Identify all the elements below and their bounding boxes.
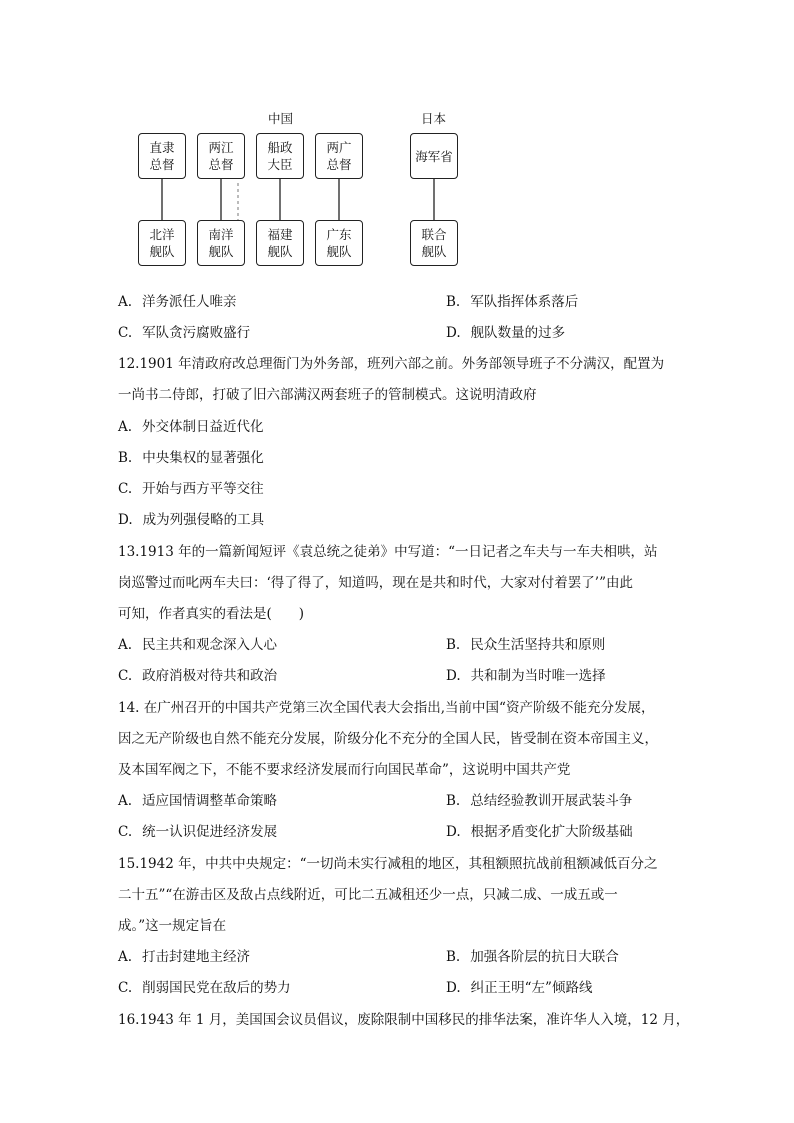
option-a: A. 外交体制日益近代化 xyxy=(118,419,264,435)
navy-command-diagram xyxy=(0,0,794,280)
china-bottom-box: 福建舰队 xyxy=(256,220,304,266)
question-14-text: 因之无产阶级也自然不能充分发展，阶级分化不充分的全国人民，皆受制在资本帝国主义， xyxy=(118,731,658,747)
china-bottom-box: 广东舰队 xyxy=(315,220,363,266)
option-c: C. 统一认识促进经济发展 xyxy=(118,824,278,840)
question-13-text: 13.1913 年的一篇新闻短评《袁总统之徒弟》中写道：“一日记者之车夫与一车夫相哄，站 xyxy=(118,544,658,560)
question-13-text: 可知，作者真实的看法是( ) xyxy=(118,606,305,622)
japan-top-box: 海军省 xyxy=(410,133,458,179)
option-a: A. 打击封建地主经济 xyxy=(118,949,251,965)
question-15-text: 15.1942 年，中共中央规定：“一切尚未实行减租的地区，其租额照抗战前租额减低百分之 xyxy=(118,856,658,872)
question-14-text: 14. 在广州召开的中国共产党第三次全国代表大会指出,当前中国“资产阶级不能充分发展， xyxy=(118,700,655,716)
question-15-text: 二十五”“在游击区及敌占点线附近，可比二五减租还少一点，只减二成、一成五或一 xyxy=(118,887,618,903)
option-a: A. 民主共和观念深入人心 xyxy=(118,637,278,653)
china-top-box: 两江总督 xyxy=(197,133,245,179)
japan-bottom-box: 联合舰队 xyxy=(410,220,458,266)
question-13-text: 岗巡警过而叱两车夫曰：‘得了得了，知道吗，现在是共和时代，大家对付着罢了’”由此 xyxy=(118,575,633,591)
option-c: C. 政府消极对待共和政治 xyxy=(118,668,278,684)
option-a: A. 适应国情调整革命策略 xyxy=(118,793,278,809)
option-d: D. 舰队数量的过多 xyxy=(446,325,566,341)
option-b: B. 民众生活坚持共和原则 xyxy=(446,637,606,653)
option-d: D. 纠正王明“左”倾路线 xyxy=(446,980,593,996)
question-14-text: 及本国军阀之下，不能不要求经济发展而行向国民革命”，这说明中国共产党 xyxy=(118,762,571,778)
option-d: D. 共和制为当时唯一选择 xyxy=(446,668,606,684)
option-c: C. 军队贪污腐败盛行 xyxy=(118,325,251,341)
question-15-text: 成。”这一规定旨在 xyxy=(118,918,227,934)
option-b: B. 军队指挥体系落后 xyxy=(446,294,579,310)
option-b: B. 加强各阶层的抗日大联合 xyxy=(446,949,619,965)
china-label: 中国 xyxy=(268,111,294,126)
question-12-text: 12.1901 年清政府改总理衙门为外务部，班列六部之前。外务部领导班子不分满汉，配置为 xyxy=(118,356,665,372)
option-d: D. 成为列强侵略的工具 xyxy=(118,512,265,528)
option-b: B. 总结经验教训开展武装斗争 xyxy=(446,793,633,809)
question-16-text: 16.1943 年 1 月，美国国会议员倡议，废除限制中国移民的排华法案，准许华人入境，12 月， xyxy=(118,1012,690,1028)
japan-label: 日本 xyxy=(421,111,447,126)
option-b: B. 中央集权的显著强化 xyxy=(118,450,264,466)
china-bottom-box: 南洋舰队 xyxy=(197,220,245,266)
diagram-lines xyxy=(0,0,794,280)
option-c: C. 削弱国民党在敌后的势力 xyxy=(118,980,291,996)
question-12-text: 一尚书二侍郎，打破了旧六部满汉两套班子的管制模式。这说明清政府 xyxy=(118,387,537,403)
option-c: C. 开始与西方平等交往 xyxy=(118,481,264,497)
china-top-box: 直隶总督 xyxy=(138,133,186,179)
option-d: D. 根据矛盾变化扩大阶级基础 xyxy=(446,824,633,840)
option-a: A. 洋务派任人唯亲 xyxy=(118,294,237,310)
china-bottom-box: 北洋舰队 xyxy=(138,220,186,266)
china-top-box: 船政大臣 xyxy=(256,133,304,179)
china-top-box: 两广总督 xyxy=(315,133,363,179)
